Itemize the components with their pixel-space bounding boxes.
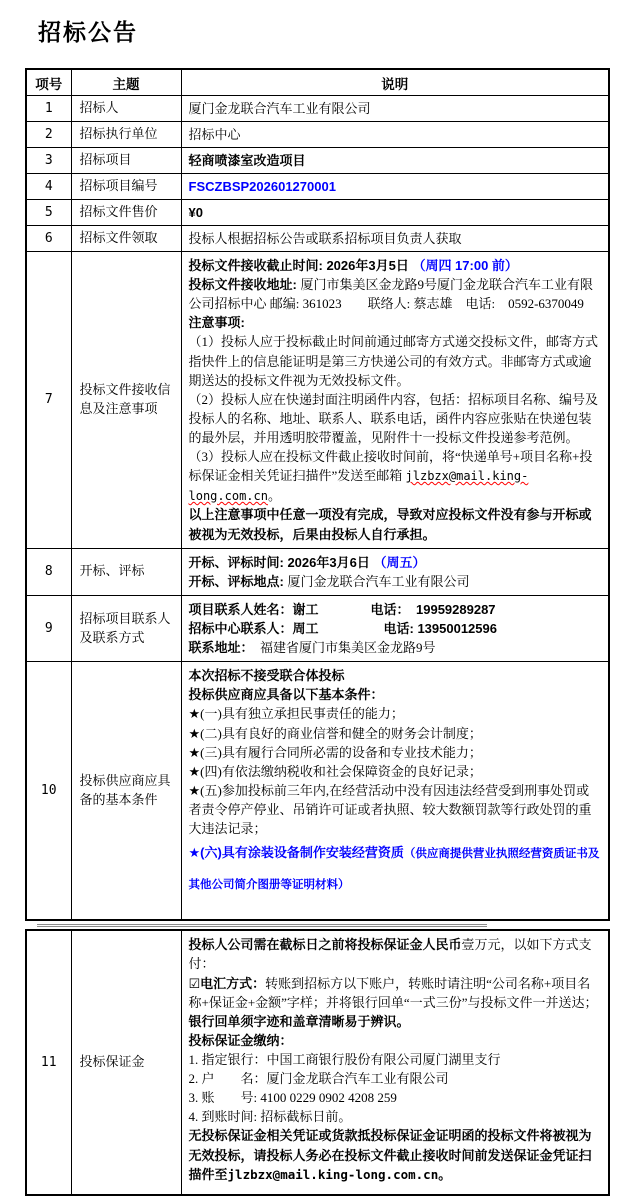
row-subject: 招标执行单位 bbox=[71, 122, 181, 148]
text-segment: 开标、评标时间: 2026年3月6日 bbox=[188, 554, 374, 570]
row-description bbox=[181, 548, 609, 595]
table-row bbox=[26, 662, 609, 921]
paragraph bbox=[189, 1031, 603, 1050]
text-segment: FSCZBSP202601270001 bbox=[188, 178, 336, 194]
tender-announcement-page bbox=[0, 14, 638, 1196]
row-number: 5 bbox=[26, 200, 71, 226]
text-segment: 2. 户 名：厦门金龙联合汽车工业有限公司 bbox=[188, 1071, 449, 1087]
text-segment: （周五） bbox=[373, 554, 426, 570]
row-subject: 招标项目联系人及联系方式 bbox=[71, 595, 181, 661]
page-title: 招标公告 bbox=[38, 19, 138, 45]
row-subject: 投标供应商应具备的基本条件 bbox=[71, 662, 181, 921]
email-text: jlzbzx@mail.king-long.com.cn bbox=[188, 469, 529, 503]
paragraph bbox=[189, 1107, 603, 1126]
text-segment: 厦门市集美区金龙路9号厦门金龙联合汽车工业有限公司招标中心 邮编: 361023 联络人: 蔡志雄 电话: 0592-6370049 bbox=[188, 277, 593, 312]
text-segment: 4. 到账时间: 招标截标日前。 bbox=[188, 1109, 352, 1125]
row-number: 10 bbox=[26, 662, 71, 921]
text-segment: ★(四)有依法缴纳税收和社会保障资金的良好记录； bbox=[188, 763, 482, 779]
table-body-main bbox=[26, 96, 609, 921]
paragraph bbox=[189, 724, 603, 743]
row-description bbox=[181, 174, 609, 200]
paragraph bbox=[189, 275, 603, 313]
table-row bbox=[26, 96, 609, 122]
col-header-item-no: 项号 bbox=[26, 69, 71, 96]
paragraph bbox=[189, 332, 603, 389]
table-row bbox=[26, 252, 609, 549]
paragraph bbox=[189, 781, 603, 838]
paragraph bbox=[189, 1126, 603, 1184]
text-segment: ★(一)具有独立承担民事责任的能力； bbox=[188, 706, 404, 722]
text-segment: 招标中心 bbox=[188, 126, 241, 142]
paragraph bbox=[189, 572, 603, 591]
row-number: 4 bbox=[26, 174, 71, 200]
text-segment: （周四 17:00 前） bbox=[412, 258, 518, 273]
text-segment: （供应商提供营业执照经营资质证书及其他公司简介图册等证明材料） bbox=[188, 848, 600, 891]
paragraph bbox=[189, 1088, 603, 1107]
text-segment: 厦门金龙联合汽车工业有限公司 bbox=[287, 573, 470, 589]
row-subject: 投标文件接收信息及注意事项 bbox=[71, 252, 181, 549]
text-segment: 投标人公司需在截标日之前将投标保证金人民币 bbox=[188, 937, 462, 953]
text-segment: 1. 指定银行：中国工商银行股份有限公司厦门湖里支行 bbox=[188, 1051, 501, 1067]
table-row bbox=[26, 595, 609, 661]
table-row bbox=[26, 122, 609, 148]
text-segment: ¥0 bbox=[188, 204, 203, 220]
paragraph bbox=[189, 974, 603, 1031]
paragraph bbox=[189, 505, 603, 543]
table-header-row bbox=[26, 69, 609, 96]
text-segment: ☑电汇方式： bbox=[188, 975, 266, 991]
text-segment: ★(二)具有良好的商业信誉和健全的财务会计制度； bbox=[188, 725, 482, 741]
text-segment: （2）投标人应在快递封面注明函件内容，包括：招标项目名称、编号及投标人的名称、地址、联系人、联系电话，函件内容应张贴在快递包装的最外层，并用透明胶带覆盖，见附件十一投标文件投递参考范例。 bbox=[188, 391, 599, 445]
text-segment: 联系地址： bbox=[188, 640, 248, 656]
table-row bbox=[26, 148, 609, 174]
email-text: jlzbzx@mail.king-long.com.cn bbox=[227, 1166, 439, 1182]
paragraph bbox=[189, 838, 603, 899]
paragraph bbox=[189, 203, 603, 222]
row-number: 1 bbox=[26, 96, 71, 122]
text-segment: 转账到招标方以下账户，转账时请注明“公司名称+项目名称+保证金+金额”字样；并将银行回单“一式三份”与投标文件一并送达； bbox=[188, 975, 598, 1010]
paragraph bbox=[189, 229, 603, 248]
row-description bbox=[181, 226, 609, 252]
row-subject: 招标文件售价 bbox=[71, 200, 181, 226]
text-segment: 。 bbox=[267, 487, 281, 503]
text-segment: 银行回单须字迹和盖章清晰易于辨识。 bbox=[188, 1013, 410, 1029]
table-row bbox=[26, 930, 609, 1195]
paragraph bbox=[189, 619, 603, 638]
row-number: 8 bbox=[26, 548, 71, 595]
paragraph bbox=[189, 553, 603, 572]
paragraph bbox=[189, 390, 603, 447]
paragraph bbox=[189, 177, 603, 196]
row-subject: 招标文件领取 bbox=[71, 226, 181, 252]
row-subject: 投标保证金 bbox=[71, 930, 181, 1195]
paragraph bbox=[189, 600, 603, 619]
row-subject: 开标、评标 bbox=[71, 548, 181, 595]
paragraph bbox=[189, 935, 603, 973]
row-description bbox=[181, 200, 609, 226]
text-segment: 以上注意事项中任意一项没有完成，导致对应投标文件没有参与开标或被视为无效投标，后果由投标人自行承担。 bbox=[188, 507, 592, 542]
row-description bbox=[181, 662, 609, 921]
table-header bbox=[26, 69, 609, 96]
text-segment: 。 bbox=[438, 1166, 452, 1182]
paragraph bbox=[189, 666, 603, 685]
paragraph bbox=[189, 762, 603, 781]
paragraph bbox=[189, 313, 603, 332]
paragraph bbox=[189, 638, 603, 657]
row-number: 7 bbox=[26, 252, 71, 549]
tender-table-continued bbox=[25, 929, 610, 1196]
text-segment: 投标文件接收地址: bbox=[188, 277, 301, 293]
paragraph bbox=[189, 447, 603, 505]
row-description bbox=[181, 148, 609, 174]
row-description bbox=[181, 122, 609, 148]
paragraph bbox=[189, 743, 603, 762]
text-segment: 福建省厦门市集美区金龙路9号 bbox=[247, 640, 436, 656]
text-segment: ★(三)具有履行合同所必需的设备和专业技术能力； bbox=[188, 744, 482, 760]
text-segment: ★(六)具有涂装设备制作安装经营资质 bbox=[188, 845, 404, 861]
text-segment: （3）投标人应在投标文件截止接收时间前，将“快递单号+项目名称+投标保证金相关凭证扫描件”发送至邮箱 bbox=[188, 449, 593, 484]
text-segment: 招标中心联系人：周工 电话: 13950012596 bbox=[188, 621, 497, 636]
row-description bbox=[181, 96, 609, 122]
tender-table-main bbox=[25, 68, 610, 921]
col-header-description: 说明 bbox=[181, 69, 609, 96]
text-segment: 开标、评标地点: bbox=[188, 573, 288, 589]
paragraph bbox=[189, 151, 603, 170]
table-body-continued bbox=[26, 930, 609, 1195]
text-segment: 厦门金龙联合汽车工业有限公司 bbox=[188, 100, 371, 116]
text-segment: （1）投标人应于投标截止时间前通过邮寄方式递交投标文件，邮寄方式指快件上的信息能证明是第三方快递公司的有效方式。非邮寄方式或逾期送达的投标文件视为无效投标文件。 bbox=[188, 334, 599, 388]
col-header-subject: 主题 bbox=[71, 69, 181, 96]
row-number: 9 bbox=[26, 595, 71, 661]
text-segment: 壹万元，以如下方式支付： bbox=[188, 937, 592, 972]
row-number: 11 bbox=[26, 930, 71, 1195]
text-segment: ★(五)参加投标前三年内,在经营活动中没有因违法经营受到刑事处罚或者责令停产停业、吊销许可证或者执照、较大数额罚款等行政处罚的重大违法记录； bbox=[188, 782, 592, 837]
text-segment: 轻商喷漆室改造项目 bbox=[188, 152, 306, 168]
text-segment: 投标人根据招标公告或联系招标项目负责人获取 bbox=[188, 230, 462, 246]
paragraph bbox=[189, 1050, 603, 1069]
text-segment: 投标文件接收截止时间: 2026年3月5日 bbox=[188, 258, 413, 273]
text-segment: 项目联系人姓名：谢工 电话： 19959289287 bbox=[188, 601, 496, 617]
row-number: 6 bbox=[26, 226, 71, 252]
row-number: 2 bbox=[26, 122, 71, 148]
row-description bbox=[181, 252, 609, 549]
paragraph bbox=[189, 99, 603, 118]
table-row bbox=[26, 226, 609, 252]
row-subject: 招标项目 bbox=[71, 148, 181, 174]
row-subject: 招标项目编号 bbox=[71, 174, 181, 200]
paragraph bbox=[189, 125, 603, 144]
text-segment: 3. 账 号: 4100 0229 0902 4208 259 bbox=[188, 1090, 397, 1106]
text-segment: 投标保证金缴纳： bbox=[188, 1032, 293, 1048]
paragraph bbox=[189, 1069, 603, 1088]
text-segment: 注意事项: bbox=[188, 315, 245, 331]
row-subject: 招标人 bbox=[71, 96, 181, 122]
table-row bbox=[26, 174, 609, 200]
text-segment: 投标供应商应具备以下基本条件： bbox=[188, 687, 384, 703]
text-segment: 无投标保证金相关凭证或货款抵投标保证金证明函的投标文件将被视为无效投标，请投标人务必在投标文件截止接收时间前发送保证金凭证扫描件至 bbox=[188, 1128, 592, 1182]
table-row bbox=[26, 200, 609, 226]
row-description bbox=[181, 595, 609, 661]
row-description bbox=[181, 930, 609, 1195]
row-number: 3 bbox=[26, 148, 71, 174]
table-row bbox=[26, 548, 609, 595]
paragraph bbox=[189, 704, 603, 723]
paragraph bbox=[189, 256, 603, 275]
paragraph bbox=[189, 685, 603, 704]
text-segment: 本次招标不接受联合体投标 bbox=[188, 668, 345, 684]
page-break-divider bbox=[37, 924, 487, 927]
